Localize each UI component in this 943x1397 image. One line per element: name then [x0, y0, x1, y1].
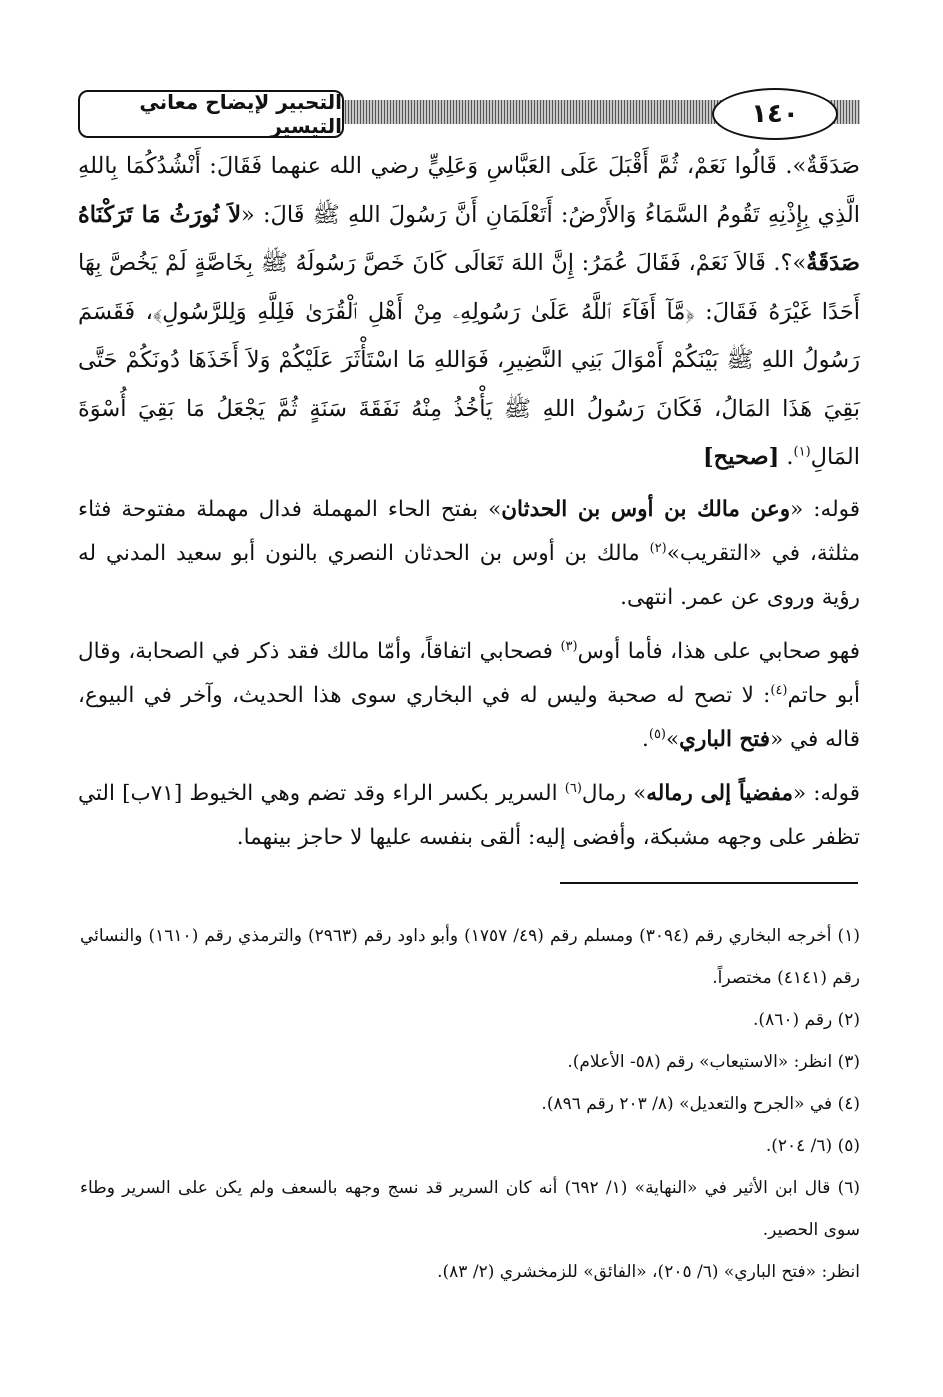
- footnote-ref-5: (٥): [648, 726, 666, 742]
- p2-text-c: : لا تصح له صحبة وليس له في البخاري سوى هذا الحديث، وآخر في البيوع، قاله في «: [78, 682, 860, 752]
- hadith-end: .: [779, 444, 794, 470]
- book-title: التحبير لإيضاح معاني التيسير: [78, 90, 344, 138]
- commentary-paragraph-2: [78, 630, 860, 762]
- p2-text-a: فهو صحابي على هذا، فأما أوس: [577, 638, 860, 664]
- footnote-ref-1: (١): [793, 444, 811, 460]
- footnote-4: (٤) في «الجرح والتعديل» (٨/ ٢٠٣ رقم ٨٩٦).: [541, 1094, 860, 1114]
- p3-text-b: » رمال: [581, 780, 647, 806]
- footnote-1: (١) أخرجه البخاري رقم (٣٠٩٤) ومسلم رقم (٤٩/ ١٧٥٧) وأبو داود رقم (٢٩٦٣) والترمذي رقم (١٦١٠) والنسائي رقم (٤١٤١) مختصراً.: [80, 926, 860, 988]
- hadith-text-b: »؟. قَالاَ نَعَمْ، فَقَالَ عُمَرُ: إِنَّ اللهَ تَعَالَى كَانَ خَصَّ رَسُولَهُ ﷺ بِخَاصَّةٍ لَمْ يَخُصَّ بِهَا أَحَدًا غَيْرَهُ فَقَالَ: ﴿مَّآ أَفَآءَ ٱللَّهُ عَلَىٰ رَسُولِهِۦ مِنْ أَهْلِ ٱلْقُرَىٰ فَلِلَّهِ وَلِلرَّسُولِ﴾، فَقَسَمَ رَسُولُ اللهِ ﷺ بَيْنَكُمْ أَمْوَالَ بَنِي النَّضِيرِ، فَوَاللهِ مَا اسْتَأْثَرَ عَلَيْكُمْ وَلاَ أَخَذَهَا دُونَكُمْ حَتَّى بَقِيَ هَذَا المَالُ، فَكَانَ رَسُولُ اللهِ ﷺ يَأْخُذُ مِنْهُ نَفَقَةَ سَنَةٍ ثُمَّ يَجْعَلُ مَا بَقِيَ أُسْوَةَ المَالِ: [78, 250, 860, 470]
- footnote-6-continuation: انظر: «فتح الباري» (٦/ ٢٠٥)، «الفائق» للزمخشري (٢/ ٨٣).: [437, 1262, 860, 1282]
- p1-text-a: قوله: «: [790, 496, 860, 522]
- hadith-grade: [صحيح]: [702, 444, 780, 470]
- footnotes: [80, 915, 860, 1293]
- footnote-2: (٢) رقم (٨٦٠).: [753, 1010, 860, 1030]
- hadith-text-a: صَدَقَةٌ». قَالُوا نَعَمْ، ثُمَّ أَقْبَلَ عَلَى العَبَّاسِ وَعَلِيٍّ رضي الله عنهما فَقَالَ: أَنْشُدُكُمَا بِاللهِ الَّذِي بِإِذْنِهِ تَقُومُ السَّمَاءُ وَالأَرْضُ: أَتَعْلَمَانِ أَنَّ رَسُولَ اللهِ ﷺ قَالَ: «: [78, 153, 860, 228]
- p2-text-d: »: [666, 726, 680, 752]
- p2-text-e: .: [642, 726, 649, 752]
- hadith-paragraph: [78, 142, 860, 482]
- footnote-5: (٥) (٦/ ٢٠٤).: [765, 1136, 860, 1156]
- footnote-6: (٦) قال ابن الأثير في «النهاية» (١/ ٦٩٢) أنه كان السرير قد نسج وجهه بالسعف ولم يكن على السرير وطاء سوى الحصير.: [80, 1178, 861, 1240]
- p3-text-a: قوله: «: [792, 780, 860, 806]
- footnote-ref-4: (٤): [770, 682, 788, 698]
- running-header: [78, 88, 860, 138]
- main-text: [78, 142, 860, 860]
- p2-text-b: فصحابي اتفاقاً، وأمّا مالك فقد ذكر في الصحابة، وقال أبو حاتم: [78, 638, 860, 708]
- commentary-paragraph-1: [78, 488, 860, 620]
- p3-text-c: السرير بكسر الراء وقد تضم وهي الخيوط [٧١ب] التي تظفر على وجهه مشبكة، وأفضى إليه: ألقى بنفسه عليها لا حاجز بينهما.: [78, 780, 860, 850]
- footnote-ref-2: (٢): [649, 540, 667, 556]
- p1-text-c: مالك بن أوس بن الحدثان النصري بالنون أبو سعيد المدني له رؤية وروى عن عمر. انتهى.: [78, 540, 860, 610]
- page-number: ١٤٠: [712, 88, 838, 140]
- p1-lemma: وعن مالك بن أوس بن الحدثان: [501, 496, 791, 522]
- p3-lemma: مفضياً إلى رماله: [646, 780, 793, 806]
- footnote-ref-3: (٣): [560, 638, 578, 654]
- hadith-quote: لاَ نُورَثُ مَا تَرَكْنَاهُ صَدَقَةٌ: [78, 201, 860, 276]
- footnote-3: (٣) انظر: «الاستيعاب» رقم (٥٨- الأعلام).: [567, 1052, 860, 1072]
- p2-source-title: فتح الباري: [679, 726, 771, 752]
- footnote-ref-6: (٦): [564, 780, 582, 796]
- footnote-separator: [560, 882, 858, 884]
- commentary-paragraph-3: [78, 772, 860, 860]
- p1-text-b: » بفتح الحاء المهملة فدال مهملة مفتوحة فثاء مثلثة، في «التقريب»: [78, 496, 860, 566]
